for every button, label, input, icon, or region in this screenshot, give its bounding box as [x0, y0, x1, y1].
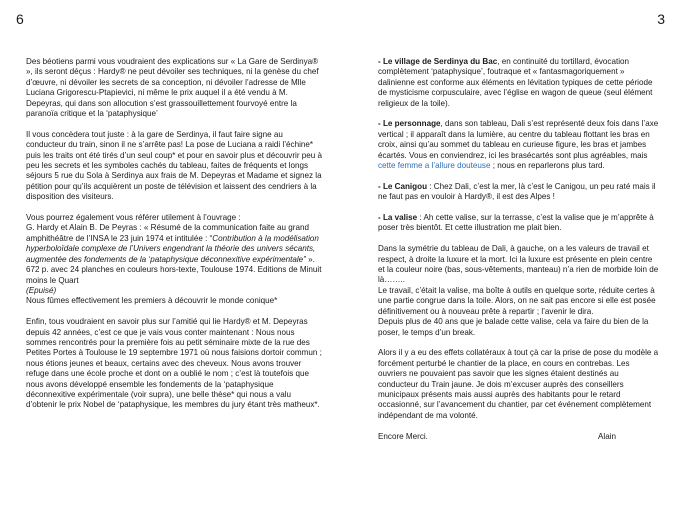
reference-status: (Epuisé) — [26, 285, 57, 295]
symmetry-paragraph: Dans la symétrie du tableau de Dali, à gauche, on a les valeurs de travail et respect, à droite la luxure et la mort. Ici la luxure est présente en plein centre et la couleur noire (bas, sous-vêtements, manteau) n’a rien de morbide loin de là…….. Le travail, c’était la valise, ma boîte à outils en quelque sorte, réduite certes à une partie congrue dans la toile. Alors, on ne sait pas encore si elle est posée définitivement ou à nouveau prête à repartir ; l’avenir le dira. Depuis plus de 40 ans que je balade cette valise, cela va faire du bien de la poser, le temps d’un break. — [378, 244, 659, 337]
village-heading: - Le village de Serdinya du Bac — [378, 57, 498, 66]
signature: Alain — [598, 431, 616, 441]
reference-title: Contribution à la modélisation hyperboloïdale complexe de l’Univers engendrant la théorie des univers sécants, augmentée des fondements de la ‘pataphysique déconnexitive expérimentale” — [26, 233, 319, 264]
closing-thanks: Encore Merci. — [378, 431, 428, 441]
reference-closing: Nous fûmes effectivement les premiers à découvrir le monde conique* — [26, 296, 278, 306]
canigou-heading: - Le Canigou — [378, 181, 428, 191]
personnage-text: , dans son tableau, Dali s’est représenté deux fois dans l’axe vertical ; il apparaît dans la lumière, au centre du tableau flottant les bras en croix, ainsi qu’au sommet du tableau en curieuse figure, les bras et jambes écartés. Vous en conviendrez, ici les brasécartés sont plus agréables, mais — [378, 119, 659, 160]
reference-paragraph — [26, 213, 324, 307]
village-text: , en continuité du tortillard, évocation complètement ‘pataphysique’, foutraque et « fantasmagoriquement » dalinienne est conforme aux éléments en lévitation typiques de cette période de mysticisme corpusculaire, avec l’église en wagon de queue (seul élément religieux de la toile). — [378, 57, 653, 108]
valise-paragraph — [378, 213, 660, 234]
closing-row — [378, 432, 660, 442]
personnage-paragraph — [378, 119, 660, 171]
concession-paragraph: Il vous concèdera tout juste : à la gare de Serdinya, il faut faire signe au conducteur du train, sinon il ne s’arrête pas! La pose de Luciana a raidi l’échine* puis les traits ont été tirés d’un seul coup* et pour en savoir plus et découvrir peu à peu les secrets et les symboles cachés du tableau, faites de fréquents et longs séjours 5 rue du Sola à Serdinya aux frais de M. Depeyras et Madame et signez la pétition pour qu’ils acquièrent un poste de télévision et laissent des cendriers à la disposition des visiteurs. — [26, 129, 323, 202]
friendship-paragraph: Enfin, tous voudraient en savoir plus sur l’amitié qui lie Hardy® et M. Depeyras depuis 42 années, c’est ce que je vais vous conter maintenant : Nous nous sommes rencontrés pour la première fois au petit séminaire mixte de la rue des Petites Portes à Toulouse le 19 septembre 1971 où nous faisions dortoir commun ; nous étions jeunes et beaux, certains avec des cheveux. Nous avons trouver refuge dans une école proche et dont on a oublié le nom ; c’est là toutefois que nous avons développé ensemble les fondements de la ‘pataphysique déconnexitive expérimentale (voir supra), une belle thèse* qui nous a valu d’obtenir le prix Nobel de ‘pataphysique, les membres du jury étant très matheux*. — [26, 317, 322, 410]
right-page-number: 3 — [657, 11, 665, 27]
right-page-column — [378, 57, 660, 442]
valise-text: : Ah cette valise, sur la terrasse, c’est la valise que je m’apprête à poser très bientôt. Et cette illustration me plait bien. — [378, 213, 654, 233]
reference-details: ». 672 p. avec 24 planches en couleurs hors-texte, Toulouse 1974. Editions de Minuit moins le Quart — [26, 254, 322, 285]
personnage-highlight: cette femme a l’allure douteuse — [378, 161, 491, 171]
personnage-end: ; nous en reparlerons plus tard. — [490, 161, 605, 171]
personnage-heading: - Le personnage — [378, 119, 441, 129]
intro-paragraph: Des béotiens parmi vous voudraient des explications sur « La Gare de Serdinya® », ils seront déçus : Hardy® ne peut dévoiler ses techniques, ni la genèse du chef d’œuvre, ni dévoiler les secrets de sa conception, ni dévoiler l’adresse de Mlle Luciana Grigorescu-Ptapievici, ni même le prix auquel il a été vendu à M. Depeyras, qui dans son allocution s’est grassouillettement fourvoyé entre la paranoïa critique et la ‘pataphysique’ — [26, 57, 319, 119]
valise-heading: - La valise — [378, 213, 418, 223]
collateral-paragraph: Alors il y a eu des effets collatéraux à tout çà car la prise de pose du modèle a forcément perturbé le chantier de la place, en cours en contrebas. Les ouvriers ne pouvaient pas savoir que les signes étaient destinés au conducteur du Train jaune. Je dois m’excuser auprès des conseillers municipaux présents mais aussi auprès des habitants pour le retard occasionné, sur l’avancement du chantier, par cet événement complètement indépendant de ma volonté. — [378, 348, 659, 420]
village-paragraph — [378, 57, 660, 109]
left-page-column — [26, 57, 324, 421]
left-page-number: 6 — [16, 11, 24, 27]
canigou-paragraph — [378, 182, 660, 203]
canigou-text: : Chez Dali, c’est la mer, là c’est le Canigou, un peu raté mais il ne faut pas en vouloir à Hardy®, il est des Alpes ! — [378, 181, 656, 202]
reference-text: Vous pourrez également vous référer utilement à l’ouvrage : G. Hardy et Alain B. De Peyras : « Résumé de la communication faite au grand amphithéâtre de l’INSA le 23 juin 1974 et intitulée : “ — [26, 213, 309, 243]
